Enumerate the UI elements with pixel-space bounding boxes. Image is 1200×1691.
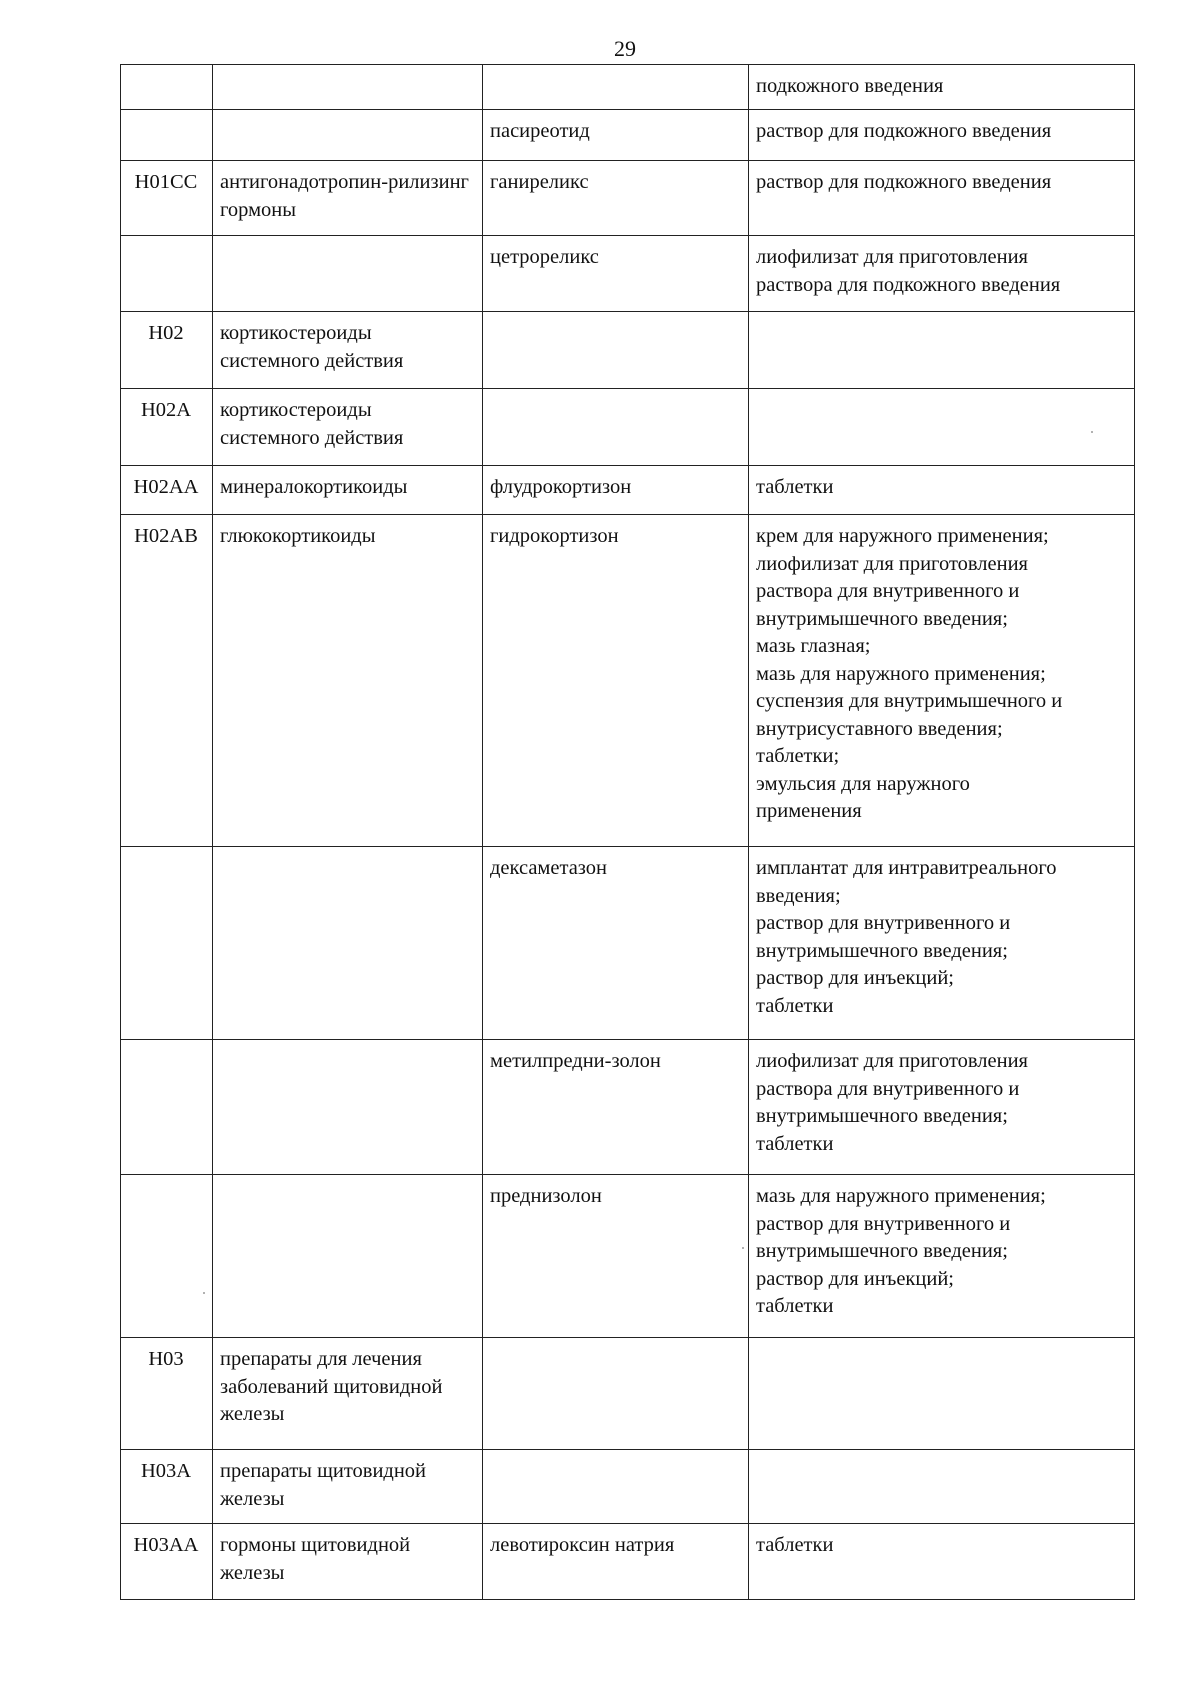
- table-row: [121, 236, 1135, 312]
- atc-code-cell: [121, 1040, 213, 1175]
- atc-code-cell: [121, 847, 213, 1040]
- atc-code-cell: H03AA: [121, 1524, 213, 1600]
- atc-code-cell: H03A: [121, 1450, 213, 1524]
- drug-name-cell: метилпредни-золон: [483, 1040, 749, 1175]
- dosage-form-cell: крем для наружного применения; лиофилизат для приготовления раствора для внутривенного и внутримышечного введения; мазь глазная; мазь для наружного применения; суспензия для внутримышечного и внутрисуставного введения; таблетки; эмульсия для наружного применения: [749, 515, 1135, 847]
- atc-code-cell: [121, 110, 213, 161]
- drug-name-cell: дексаметазон: [483, 847, 749, 1040]
- dosage-form-cell: раствор для подкожного введения: [749, 161, 1135, 236]
- drug-name-cell: [483, 65, 749, 110]
- table-row: [121, 847, 1135, 1040]
- dosage-form-cell: имплантат для интравитреального введения; раствор для внутривенного и внутримышечного введения; раствор для инъекций; таблетки: [749, 847, 1135, 1040]
- drug-name-cell: гидрокортизон: [483, 515, 749, 847]
- scan-speck: [742, 1247, 744, 1249]
- atc-code-cell: H02AA: [121, 466, 213, 515]
- table-row: [121, 312, 1135, 389]
- atc-code-cell: [121, 65, 213, 110]
- dosage-form-cell: раствор для подкожного введения: [749, 110, 1135, 161]
- table-row: [121, 1524, 1135, 1600]
- dosage-form-cell: подкожного введения: [749, 65, 1135, 110]
- atc-code-cell: H02: [121, 312, 213, 389]
- scan-speck: [1091, 431, 1093, 433]
- table-row: [121, 1338, 1135, 1450]
- drug-name-cell: пасиреотид: [483, 110, 749, 161]
- group-cell: гормоны щитовидной железы: [213, 1524, 483, 1600]
- table-row: [121, 466, 1135, 515]
- drug-name-cell: ганиреликс: [483, 161, 749, 236]
- atc-code-cell: [121, 236, 213, 312]
- atc-code-cell: H02A: [121, 389, 213, 466]
- group-cell: [213, 236, 483, 312]
- table-row: [121, 1175, 1135, 1338]
- dosage-form-cell: [749, 1450, 1135, 1524]
- drug-table: [120, 64, 1135, 1600]
- table-row: [121, 1450, 1135, 1524]
- atc-code-cell: H02AB: [121, 515, 213, 847]
- group-cell: [213, 110, 483, 161]
- drug-name-cell: флудрокортизон: [483, 466, 749, 515]
- drug-name-cell: левотироксин натрия: [483, 1524, 749, 1600]
- table-row: [121, 515, 1135, 847]
- table-row: [121, 1040, 1135, 1175]
- scan-speck: [203, 1292, 205, 1294]
- group-cell: глюкокортикоиды: [213, 515, 483, 847]
- drug-name-cell: [483, 389, 749, 466]
- group-cell: препараты щитовидной железы: [213, 1450, 483, 1524]
- drug-name-cell: цетрореликс: [483, 236, 749, 312]
- page-number: 29: [614, 36, 636, 61]
- group-cell: антигонадотропин-рилизинг гормоны: [213, 161, 483, 236]
- group-cell: [213, 847, 483, 1040]
- table-row: [121, 161, 1135, 236]
- table-row: [121, 110, 1135, 161]
- atc-code-cell: [121, 1175, 213, 1338]
- dosage-form-cell: [749, 1338, 1135, 1450]
- group-cell: минералокортикоиды: [213, 466, 483, 515]
- dosage-form-cell: [749, 389, 1135, 466]
- group-cell: [213, 1175, 483, 1338]
- table-row: [121, 389, 1135, 466]
- dosage-form-cell: лиофилизат для приготовления раствора для внутривенного и внутримышечного введения; таблетки: [749, 1040, 1135, 1175]
- dosage-form-cell: мазь для наружного применения; раствор для внутривенного и внутримышечного введения; раствор для инъекций; таблетки: [749, 1175, 1135, 1338]
- drug-name-cell: [483, 312, 749, 389]
- group-cell: препараты для лечения заболеваний щитовидной железы: [213, 1338, 483, 1450]
- table-row: [121, 65, 1135, 110]
- atc-code-cell: H03: [121, 1338, 213, 1450]
- drug-name-cell: [483, 1450, 749, 1524]
- group-cell: кортикостероиды системного действия: [213, 312, 483, 389]
- dosage-form-cell: лиофилизат для приготовления раствора для подкожного введения: [749, 236, 1135, 312]
- dosage-form-cell: таблетки: [749, 1524, 1135, 1600]
- group-cell: [213, 65, 483, 110]
- drug-name-cell: преднизолон: [483, 1175, 749, 1338]
- drug-name-cell: [483, 1338, 749, 1450]
- group-cell: [213, 1040, 483, 1175]
- dosage-form-cell: [749, 312, 1135, 389]
- atc-code-cell: H01CC: [121, 161, 213, 236]
- dosage-form-cell: таблетки: [749, 466, 1135, 515]
- group-cell: кортикостероиды системного действия: [213, 389, 483, 466]
